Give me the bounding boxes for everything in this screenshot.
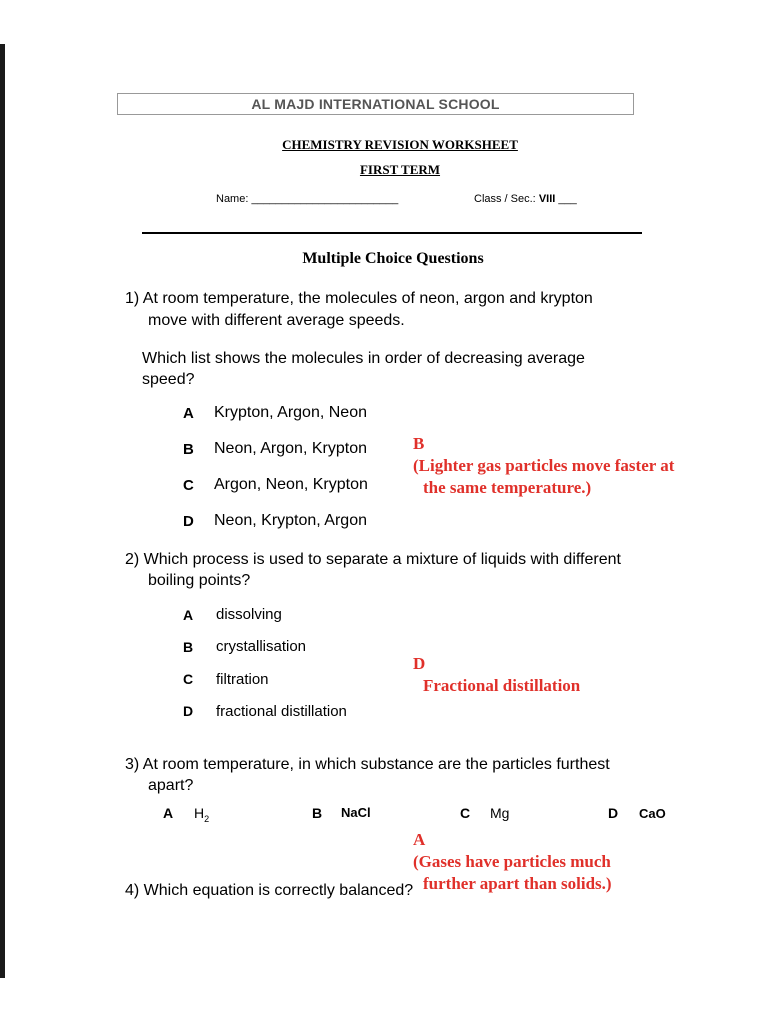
q1-option-d-text: Neon, Krypton, Argon [214, 512, 367, 529]
class-blank: ___ [558, 193, 577, 205]
section-title: Multiple Choice Questions [302, 250, 484, 267]
q2-option-a-letter: A [183, 607, 194, 623]
class-value: VIII [538, 193, 556, 205]
q1-explanation-line1: (Lighter gas particles move faster at [413, 456, 675, 475]
q1-option-b-letter: B [183, 441, 194, 458]
q3-option-a-letter: A [163, 805, 174, 821]
q1-option-a-text: Krypton, Argon, Neon [214, 404, 367, 421]
q2-option-d-text: fractional distillation [216, 703, 347, 720]
class-field [474, 193, 577, 205]
q1-answer: B [413, 434, 425, 453]
q1-line2: move with different average speeds. [148, 312, 405, 329]
q1-option-a-letter: A [183, 405, 194, 422]
q2-option-c-text: filtration [216, 671, 269, 688]
name-field: Name: ________________________ [216, 193, 399, 205]
q2-line1: 2) Which process is used to separate a mixture of liquids with different [125, 551, 621, 568]
school-name-box: AL MAJD INTERNATIONAL SCHOOL [117, 93, 634, 115]
q3-option-c-text: Mg [490, 805, 510, 821]
left-edge-bar [0, 44, 5, 978]
q1-line1: 1) At room temperature, the molecules of neon, argon and krypton [125, 290, 593, 307]
q2-explanation: Fractional distillation [423, 676, 581, 695]
q3-line2: apart? [148, 777, 194, 794]
q3-line1: 3) At room temperature, in which substance are the particles furthest [125, 756, 610, 773]
q3-option-a-text: H [194, 805, 205, 821]
q2-option-a-text: dissolving [216, 606, 282, 623]
q3-option-d-letter: D [608, 805, 619, 821]
q1-explanation-line2: the same temperature.) [423, 478, 592, 497]
q1-option-b-text: Neon, Argon, Krypton [214, 440, 367, 457]
worksheet-title: CHEMISTRY REVISION WORKSHEET [282, 137, 518, 152]
q3-explanation-line1: (Gases have particles much [413, 852, 611, 871]
q2-line2: boiling points? [148, 572, 251, 589]
q2-option-b-letter: B [183, 639, 194, 655]
q1-option-d-letter: D [183, 513, 194, 530]
header-divider [142, 232, 642, 234]
class-label: Class / Sec.: [474, 193, 536, 205]
term-title: FIRST TERM [359, 162, 441, 177]
q1-option-c-letter: C [183, 477, 194, 494]
q1-line3: Which list shows the molecules in order of decreasing average [142, 350, 585, 367]
q2-option-d-letter: D [183, 703, 194, 719]
q4-line1: 4) Which equation is correctly balanced? [125, 882, 414, 899]
q1-line4: speed? [142, 371, 195, 388]
q3-option-d-text: CaO [639, 806, 666, 821]
q1-option-c-text: Argon, Neon, Krypton [214, 476, 368, 493]
q3-option-a-formula [194, 805, 209, 824]
q3-explanation-line2: further apart than solids.) [423, 874, 612, 893]
q2-option-c-letter: C [183, 671, 194, 687]
q2-answer: D [413, 654, 426, 673]
q3-option-a-subscript: 2 [204, 813, 210, 824]
q3-answer: A [413, 830, 426, 849]
q3-option-c-letter: C [460, 805, 471, 821]
q3-option-b-text: NaCl [341, 805, 371, 820]
q2-option-b-text: crystallisation [216, 638, 307, 655]
q3-option-b-letter: B [312, 805, 323, 821]
